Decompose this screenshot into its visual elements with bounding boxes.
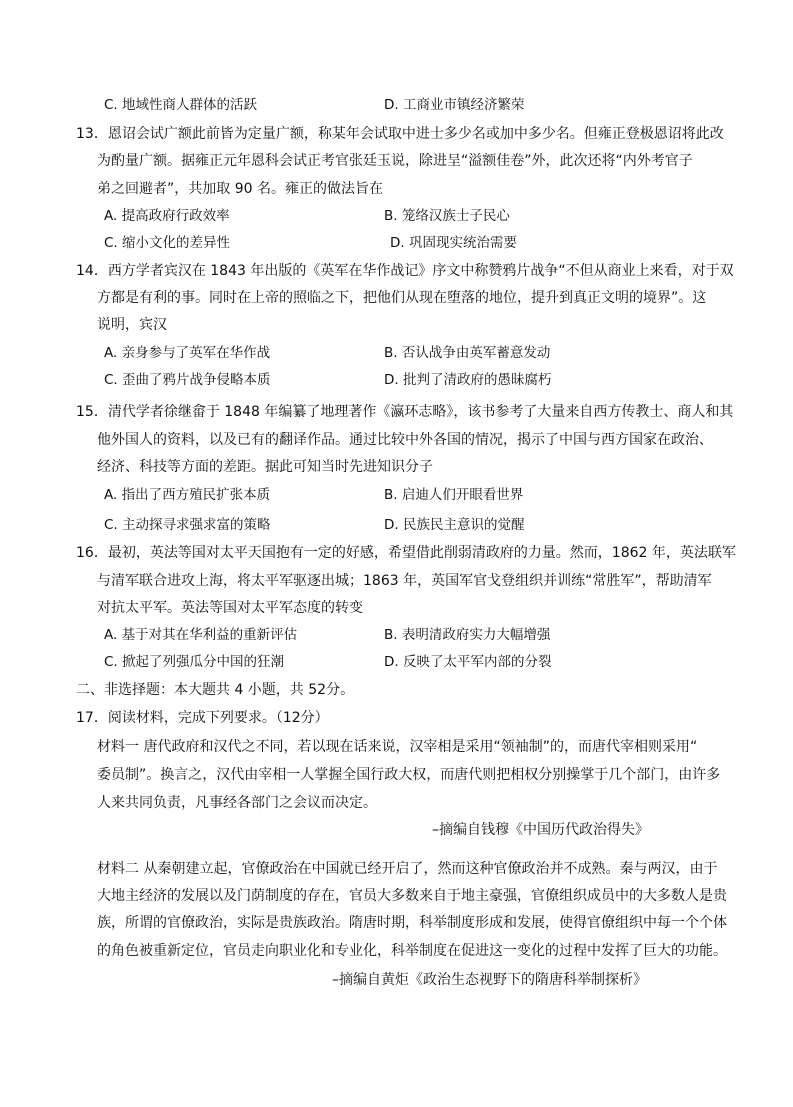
q16-line-2: 与清军联合进攻上海，将太平军驱逐出城；1863 年，英国军官戈登组织并训练“常胜军”，帮助清军 [97,573,712,589]
q13-line-2: 为酌量广额。据雍正元年恩科会试正考官张廷玉说，除进呈“溢额佳卷”外，此次还将“内外考官子 [97,153,693,169]
q14-line-2: 方都是有利的事。同时在上帝的照临之下，把他们从现在堕落的地位，提升到真正文明的境界”。这 [97,290,707,306]
q12-option-c: C. 地域性商人群体的活跃 [104,97,258,113]
q12-option-d: D. 工商业市镇经济繁荣 [384,97,525,113]
q13-line-3: 弟之回避者”，共加取 90 名。雍正的做法旨在 [97,181,383,197]
q13-option-c: C. 缩小文化的差异性 [104,235,231,251]
material1-line-2: 委员制”。换言之，汉代由宰相一人掌握全国行政大权，而唐代则把相权分别操掌于几个部门，由许多 [97,767,721,783]
q16-option-c: C. 掀起了列强瓜分中国的狂潮 [104,654,285,670]
q14-option-d: D. 批判了清政府的愚昧腐朽 [384,372,552,388]
q14-option-a: A. 亲身参与了英军在华作战 [104,345,271,361]
q17-title: 17．阅读材料，完成下列要求。（12分） [76,710,329,726]
material2-source: –摘编自黄炬《政治生态视野下的隋唐科举制探析》 [332,972,647,988]
q13-option-d: D. 巩固现实统治需要 [390,235,517,251]
material2-line-4: 的角色被重新定位，官员走向职业化和专业化，科举制度在促进这一变化的过程中发挥了巨大的功能。 [97,943,727,959]
q14-line-3: 说明，宾汉 [97,317,167,333]
q15-option-c: C. 主动探寻求强求富的策略 [104,517,271,533]
q13-option-a: A. 提高政府行政效率 [104,208,230,224]
q14-option-c: C. 歪曲了鸦片战争侵略本质 [104,372,271,388]
material1-line-3: 人来共同负责，凡事经各部门之会议而决定。 [97,795,377,811]
q16-option-d: D. 反映了太平军内部的分裂 [384,654,552,670]
q15-option-a: A. 指出了西方殖民扩张本质 [104,487,271,503]
q16-option-a: A. 基于对其在华利益的重新评估 [104,627,298,643]
section-heading: 二、非选择题：本大题共 4 小题，共 52分。 [76,682,355,698]
material1-line-1: 材料一 唐代政府和汉代之不同，若以现在话来说，汉宰相是采用“领袖制”的，而唐代宰相则采用“ [97,739,698,755]
q15-line-3: 经济、科技等方面的差距。据此可知当时先进知识分子 [97,459,433,475]
q16-line-3: 对抗太平军。英法等国对太平军态度的转变 [97,600,363,616]
material2-line-1: 材料二 从秦朝建立起，官僚政治在中国就已经开启了，然而这种官僚政治并不成熟。秦与两汉，由于 [97,861,718,877]
q15-line-1: 15．清代学者徐继畲于 1848 年编纂了地理著作《瀛环志略》，该书参考了大量来自西方传教士、商人和其 [76,404,734,420]
q16-line-1: 16．最初，英法等国对太平天国抱有一定的好感，希望借此削弱清政府的力量。然而，1862 年，英法联军 [76,545,736,561]
q13-option-b: B. 笼络汉族士子民心 [384,208,510,224]
q15-option-d: D. 民族民主意识的觉醒 [384,517,525,533]
q14-option-b: B. 否认战争由英军蓄意发动 [384,345,551,361]
material2-line-3: 族，所谓的官僚政治，实际是贵族政治。隋唐时期，科举制度形成和发展，使得官僚组织中每一个个体 [97,915,727,931]
q13-line-1: 13．恩诏会试广额此前皆为定量广额，称某年会试取中进士多少名或加中多少名。但雍正登极恩诏将此改 [76,126,724,142]
q15-line-2: 他外国人的资料，以及已有的翻译作品。通过比较中外各国的情况，揭示了中国与西方国家在政治、 [97,432,713,448]
q14-line-1: 14．西方学者宾汉在 1843 年出版的《英军在华作战记》序文中称赞鸦片战争“不但从商业上来看，对于双 [76,263,734,279]
material2-line-2: 大地主经济的发展以及门荫制度的存在，官员大多数来自于地主豪强，官僚组织成员中的大多数人是贵 [97,888,727,904]
q15-option-b: B. 启迪人们开眼看世界 [384,487,524,503]
material1-source: –摘编自钱穆《中国历代政治得失》 [432,822,649,838]
q16-option-b: B. 表明清政府实力大幅增强 [384,627,551,643]
